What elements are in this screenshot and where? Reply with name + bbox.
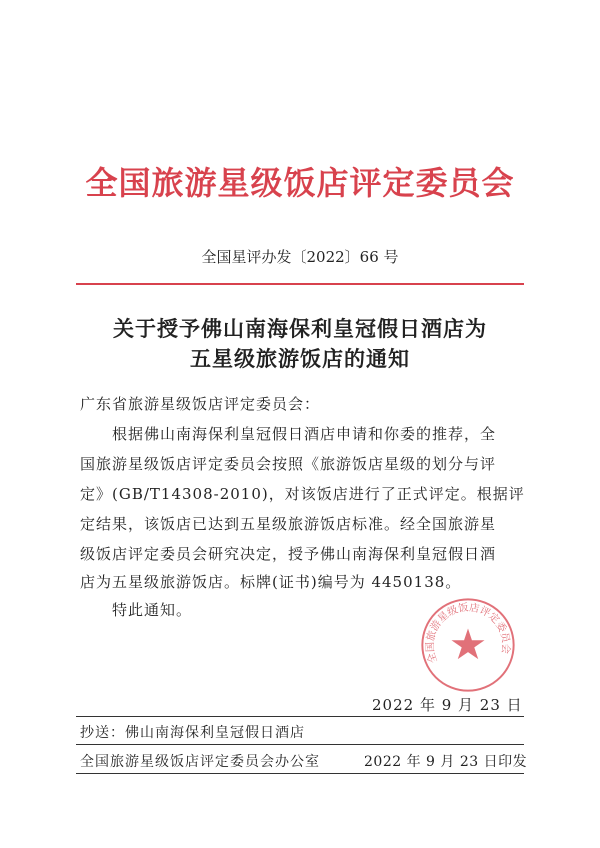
closing-line: 特此通知。 <box>80 601 193 619</box>
body-line: 定》(GB/T14308-2010)，对该饭店进行了正式评定。根据评 <box>80 485 525 503</box>
body-line: 国旅游星级饭店评定委员会按照《旅游饭店星级的划分与评 <box>80 455 497 473</box>
body-line: 根据佛山南海保利皇冠假日酒店申请和你委的推荐，全 <box>80 425 497 443</box>
star-icon <box>451 628 484 659</box>
body-line: 级饭店评定委员会研究决定，授予佛山南海保利皇冠假日酒 <box>80 545 497 563</box>
body-line: 店为五星级旅游饭店。标牌(证书)编号为 4450138。 <box>80 573 462 591</box>
issue-date: 2022 年 9 月 23 日印发 <box>364 754 528 770</box>
divider <box>76 773 524 774</box>
body-line: 定结果，该饭店已达到五星级旅游饭店标准。经全国旅游星 <box>80 515 497 533</box>
signature-date: 2022 年 9 月 23 日 <box>372 696 523 714</box>
divider <box>76 716 524 717</box>
issuing-organization-title: 全国旅游星级饭店评定委员会 <box>85 164 515 202</box>
document-number: 全国星评办发〔2022〕66 号 <box>201 248 399 266</box>
seal-text: 全国旅游星级饭店评定委员会 <box>425 602 511 665</box>
salutation: 广东省旅游星级饭店评定委员会： <box>80 395 321 413</box>
red-divider <box>76 283 524 285</box>
divider <box>76 744 524 745</box>
notice-title-line-2: 五星级旅游饭店的通知 <box>190 346 410 371</box>
cc-recipients: 抄送：佛山南海保利皇冠假日酒店 <box>80 725 305 741</box>
notice-title-line-1: 关于授予佛山南海保利皇冠假日酒店为 <box>113 316 487 341</box>
official-seal <box>420 597 516 693</box>
issuing-office: 全国旅游星级饭店评定委员会办公室 <box>80 754 320 770</box>
